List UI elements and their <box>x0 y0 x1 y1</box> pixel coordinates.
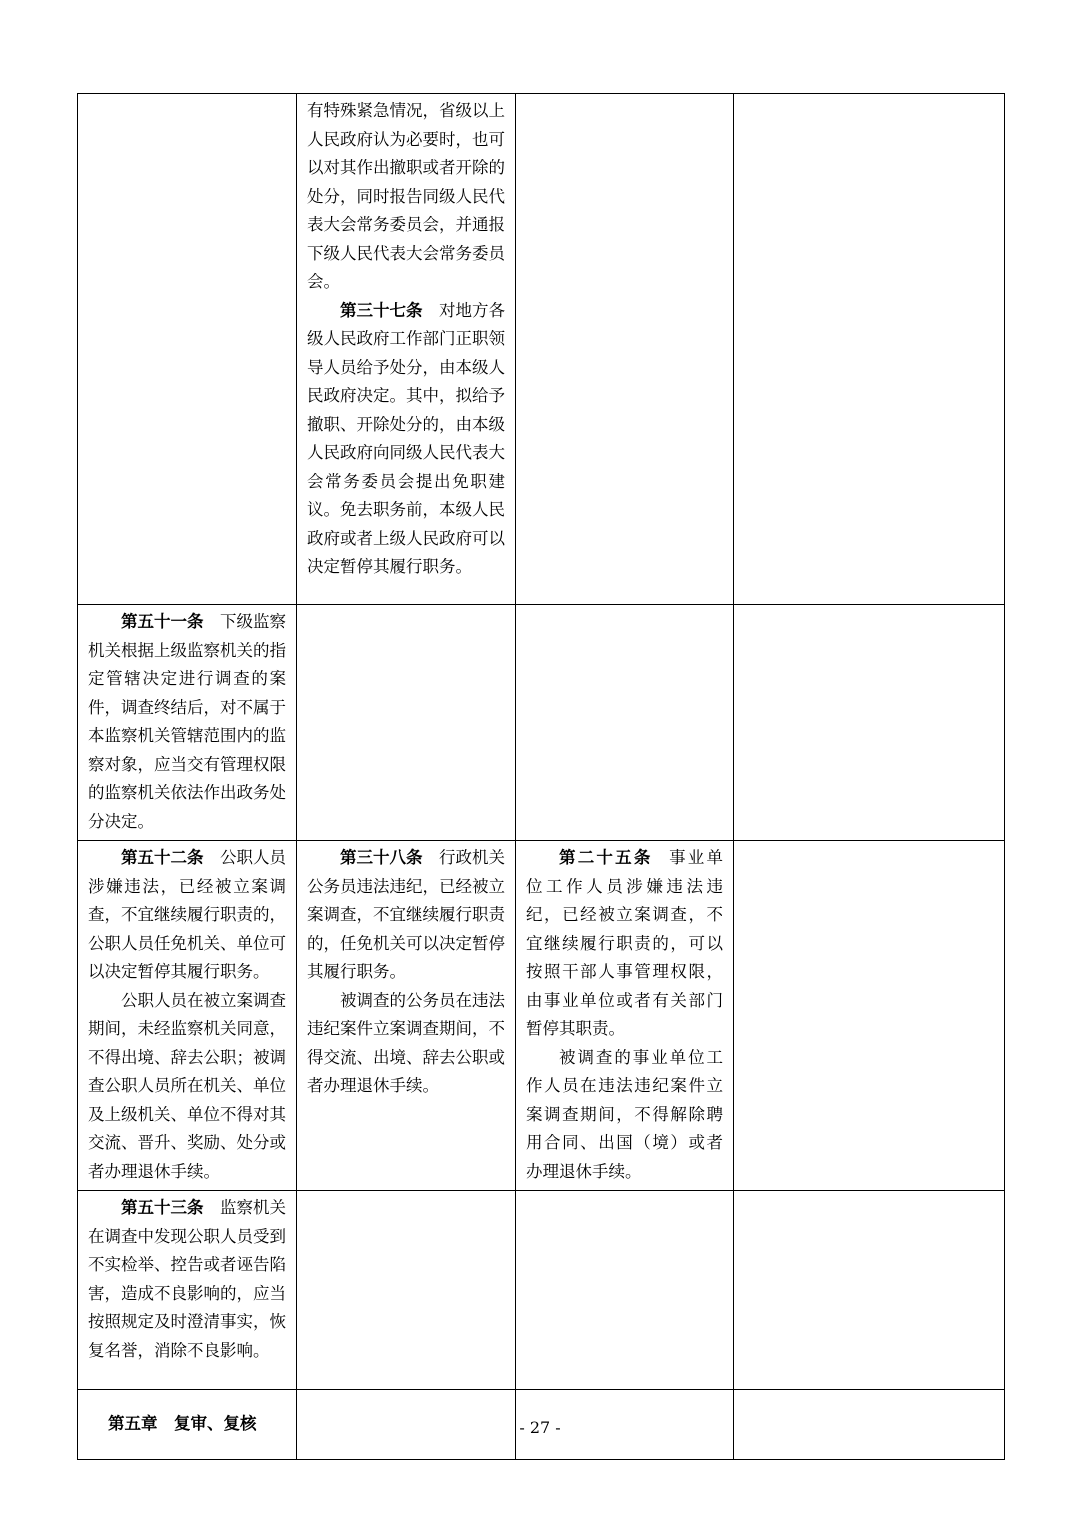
table-row <box>78 605 1005 841</box>
article-number: 第三十八条 <box>340 848 423 867</box>
paragraph <box>88 608 286 836</box>
article-text: 监察机关在调查中发现公职人员受到不实检举、控告或者诬告陷害，造成不良影响的，应当按照规定及时澄清事实，恢复名誉，消除不良影响。 <box>88 1198 286 1360</box>
article-text: 公职人员涉嫌违法，已经被立案调查，不宜继续履行职责的，公职人员任免机关、单位可以决定暂停其履行职务。 <box>88 848 286 981</box>
table-cell <box>516 841 734 1191</box>
article-number: 第二十五条 <box>559 848 653 867</box>
paragraph <box>307 297 505 582</box>
article-text: 对地方各级人民政府工作部门正职领导人员给予处分，由本级人民政府决定。其中，拟给予撤职、开除处分的，由本级人民政府向同级人民代表大会常务委员会提出免职建议。免去职务前，本级人民政府或者上级人民政府可以决定暂停其履行职务。 <box>307 300 505 576</box>
paragraph <box>88 844 286 987</box>
table-cell <box>297 841 516 1191</box>
paragraph: 公职人员在被立案调查期间，未经监察机关同意，不得出境、辞去公职；被调查公职人员所在机关、单位及上级机关、单位不得对其交流、晋升、奖励、处分或者办理退休手续。 <box>88 990 286 1181</box>
table-row <box>78 1191 1005 1390</box>
table-cell <box>516 94 734 605</box>
table-cell <box>734 605 1005 841</box>
article-number: 第五十三条 <box>121 1198 204 1217</box>
paragraph <box>307 844 505 987</box>
article-text: 事业单位工作人员涉嫌违法违纪，已经被立案调查，不宜继续履行职责的，可以按照干部人事管理权限，由事业单位或者有关部门暂停其职责。 <box>526 848 724 1038</box>
table-cell <box>734 1191 1005 1390</box>
article-text: 下级监察机关根据上级监察机关的指定管辖决定进行调查的案件，调查终结后，对不属于本监察机关管辖范围内的监察对象，应当交有管理权限的监察机关依法作出政务处分决定。 <box>88 612 286 831</box>
table-cell <box>297 1191 516 1390</box>
article-text: 行政机关公务员违法违纪，已经被立案调查，不宜继续履行职责的，任免机关可以决定暂停其履行职务。 <box>307 848 505 981</box>
paragraph: 有特殊紧急情况，省级以上人民政府认为必要时，也可以对其作出撤职或者开除的处分，同时报告同级人民代表大会常务委员会，并通报下级人民代表大会常务委员会。 <box>307 101 505 291</box>
table-cell <box>516 605 734 841</box>
paragraph <box>88 1194 286 1365</box>
table-cell <box>78 605 297 841</box>
article-number: 第五十二条 <box>121 848 204 867</box>
page-number: - 27 - <box>519 1418 561 1437</box>
paragraph: 被调查的公务员在违法违纪案件立案调查期间，不得交流、出境、辞去公职或者办理退休手续。 <box>307 990 505 1095</box>
comparison-table <box>77 93 1005 1460</box>
table-cell <box>516 1191 734 1390</box>
table-cell <box>734 841 1005 1191</box>
paragraph <box>526 844 723 1044</box>
article-number: 第五十一条 <box>121 612 204 631</box>
article-number: 第三十七条 <box>340 300 423 320</box>
table-cell <box>78 94 297 605</box>
table-cell <box>78 1191 297 1390</box>
table-row <box>78 841 1005 1191</box>
table-cell <box>297 605 516 841</box>
table-cell <box>297 94 516 605</box>
table-cell <box>734 94 1005 605</box>
chapter-heading: 第五章 复审、复核 <box>108 1413 257 1433</box>
paragraph: 被调查的事业单位工作人员在违法违纪案件立案调查期间，不得解除聘用合同、出国（境）或者办理退休手续。 <box>526 1047 723 1181</box>
table-row <box>78 94 1005 605</box>
table-cell <box>78 841 297 1191</box>
